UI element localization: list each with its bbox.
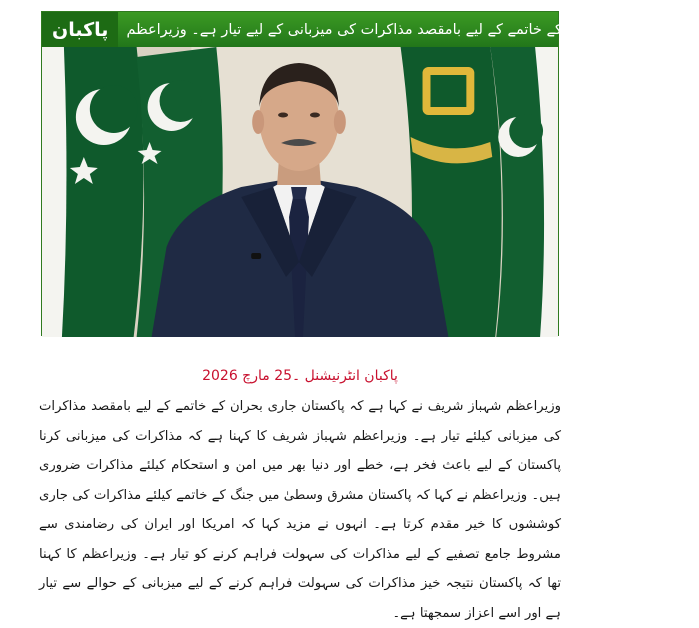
headline-bar <box>42 12 692 47</box>
article-image-frame <box>41 11 692 336</box>
article-body <box>39 392 561 628</box>
headline-text: پاکستان جاری بحران کے خاتمے کے لیے بامقصد مذاکرات کی میزبانی کے لیے تیار ہے۔ وزیراعظم <box>126 21 692 38</box>
article-paragraph: وزیراعظم شہباز شریف نے کہا ہے کہ پاکستان جاری بحران کے خاتمے کے لیے بامقصد مذاکرات کی میزبانی کیلئے تیار ہے۔ وزیراعظم شہباز شریف کا کہنا ہے کہ مذاکرات کی میزبانی کرنا پاکستان کے لیے باعث فخر ہے، خطے اور دنیا بھر میں امن و استحکام کیلئے مذاکرات ضروری ہیں۔ وزیراعظم نے کہا کہ پاکستان مشرق وسطیٰ میں جنگ کے خاتمے کیلئے مذاکرات کی جاری کوششوں کا خیر مقدم کرتا ہے۔ انہوں نے مزید کہا کہ امریکا اور ایران کی رضامندی سے مشروط جامع تصفیے کے لیے مذاکرات کی سہولت فراہم کرنے کو تیار ہے۔ وزیراعظم کا کہنا تھا کہ پاکستان نتیجہ خیز مذاکرات کی سہولت فراہم کرنے کے لیے میزبانی کے حوالے سے تیار ہے اور اسے اعزاز سمجھتا ہے۔ <box>39 399 561 621</box>
brand-logo-text: پاکبان <box>44 14 116 45</box>
portrait-photo <box>42 47 558 337</box>
brand-logo <box>42 12 118 47</box>
pakistan-flag-left <box>42 47 143 337</box>
dateline: پاکبان انٹرنیشنل ۔25 مارچ 2026 <box>202 368 398 384</box>
